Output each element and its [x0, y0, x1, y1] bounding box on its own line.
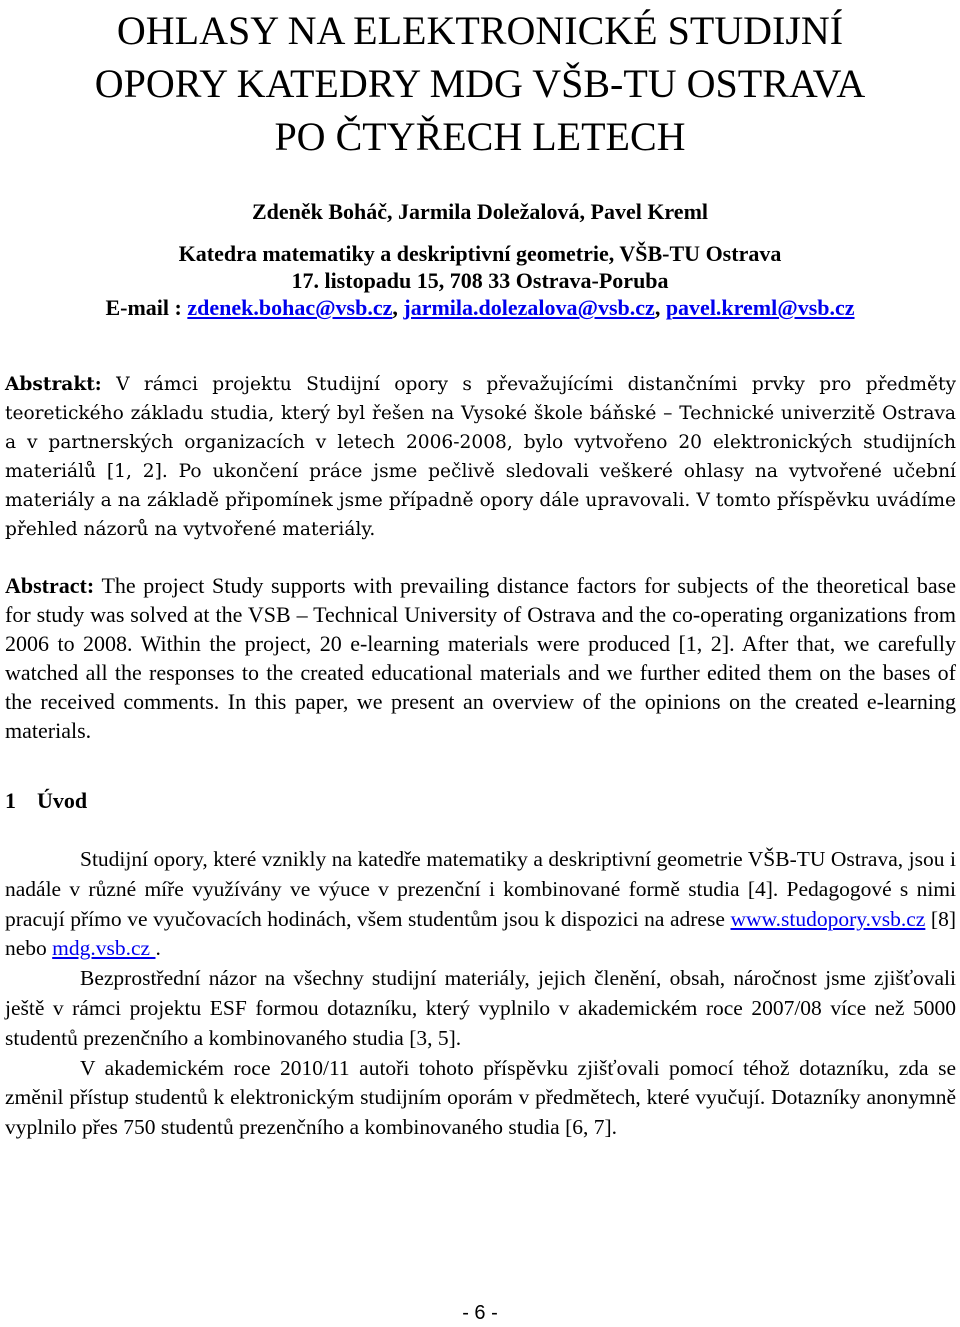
link-studopory[interactable]: www.studopory.vsb.cz	[730, 906, 926, 931]
authors: Zdeněk Boháč, Jarmila Doležalová, Pavel Kreml	[251, 199, 709, 224]
abstract-label: Abstract:	[5, 573, 95, 598]
paragraph-1	[5, 845, 956, 964]
page-number: - 6 -	[462, 1302, 498, 1324]
email-label: E-mail :	[105, 295, 188, 320]
paragraph-1-text-c: .	[155, 936, 161, 961]
paragraph-1-text-a: Studijní opory, které vznikly na katedře matematiky a deskriptivní geometrie VŠB-TU Ostrava, jsou i nadále v různé míře využívány ve výuce v prezenční i kombinované formě studia [4]. Pedagogové s nimi pracují přímo ve vyučovacích hodinách, všem studentům jsou k dispozici na adrese	[5, 847, 956, 931]
abstract-english	[5, 571, 956, 745]
title-line-2: OPORY KATEDRY MDG VŠB-TU OSTRAVA	[94, 61, 866, 106]
section-heading-uvod	[5, 787, 87, 815]
section-number: 1	[5, 788, 16, 813]
section-body	[5, 845, 956, 1143]
section-title: Úvod	[37, 788, 88, 813]
abstrakt-label: Abstrakt:	[5, 374, 102, 395]
department: Katedra matematiky a deskriptivní geometrie, VŠB-TU Ostrava	[178, 241, 782, 266]
email-link-dolezalova[interactable]: jarmila.dolezalova@vsb.cz	[403, 295, 655, 320]
abstract-text: The project Study supports with prevailing distance factors for subjects of the theoretical base for study was solved at the VSB – Technical University of Ostrava and the co-operating organizations from 2006 to 2008. Within the project, 20 e-learning materials were produced [1, 2]. After that, we carefully watched all the responses to the created educational materials and we further edited them on the bases of the received comments. In this paper, we present an overview of the opinions on the created e-learning materials.	[5, 573, 956, 743]
paragraph-3: V akademickém roce 2010/11 autoři tohoto příspěvku zjišťovali pomocí téhož dotazníku, zda se změnil přístup studentů k elektronickým studijním oporám v předmětech, které vyučují. Dotazníky anonymně vyplnilo přes 750 studentů prezenčního a kombinovaného studia [6, 7].	[5, 1055, 956, 1140]
abstrakt-text: V rámci projektu Studijní opory s převažujícími distančními prvky pro předměty teoretického základu studia, který byl řešen na Vysoké škole báňské – Technické univerzitě Ostrava a v partnerských organizacích v letech 2006-2008, bylo vytvořeno 20 elektronických studijních materiálů [1, 2]. Po ukončení práce jsme pečlivě sledovali veškeré ohlasy na vytvořené učební materiály a na základě připomínek jsme případně opory dále upravovali. V tomto příspěvku uvádíme přehled názorů na vytvořené materiály.	[5, 374, 956, 540]
link-mdg[interactable]: mdg.vsb.cz	[52, 936, 156, 961]
title-line-1: OHLASY NA ELEKTRONICKÉ STUDIJNÍ	[116, 8, 844, 53]
email-link-kreml[interactable]: pavel.kreml@vsb.cz	[665, 295, 855, 320]
paragraph-1-text-b: [8] nebo	[5, 906, 956, 961]
email-separator: ,	[392, 295, 404, 320]
address: 17. listopadu 15, 708 33 Ostrava-Poruba	[291, 268, 669, 293]
title-line-3: PO ČTYŘECH LETECH	[274, 114, 686, 159]
abstrakt-czech	[5, 370, 956, 544]
paper-title	[0, 4, 960, 163]
paragraph-2: Bezprostřední názor na všechny studijní materiály, jejich členění, obsah, náročnost jsme zjišťovali ještě v rámci projektu ESF formou dotazníku, který vyplnilo v akademickém roce 2007/08 více než 5000 studentů prezenčního a kombinovaného studia [3, 5].	[5, 966, 956, 1050]
email-separator: ,	[654, 295, 666, 320]
email-line	[0, 294, 960, 321]
affiliation	[0, 240, 960, 321]
email-link-bohac[interactable]: zdenek.bohac@vsb.cz	[187, 295, 393, 320]
